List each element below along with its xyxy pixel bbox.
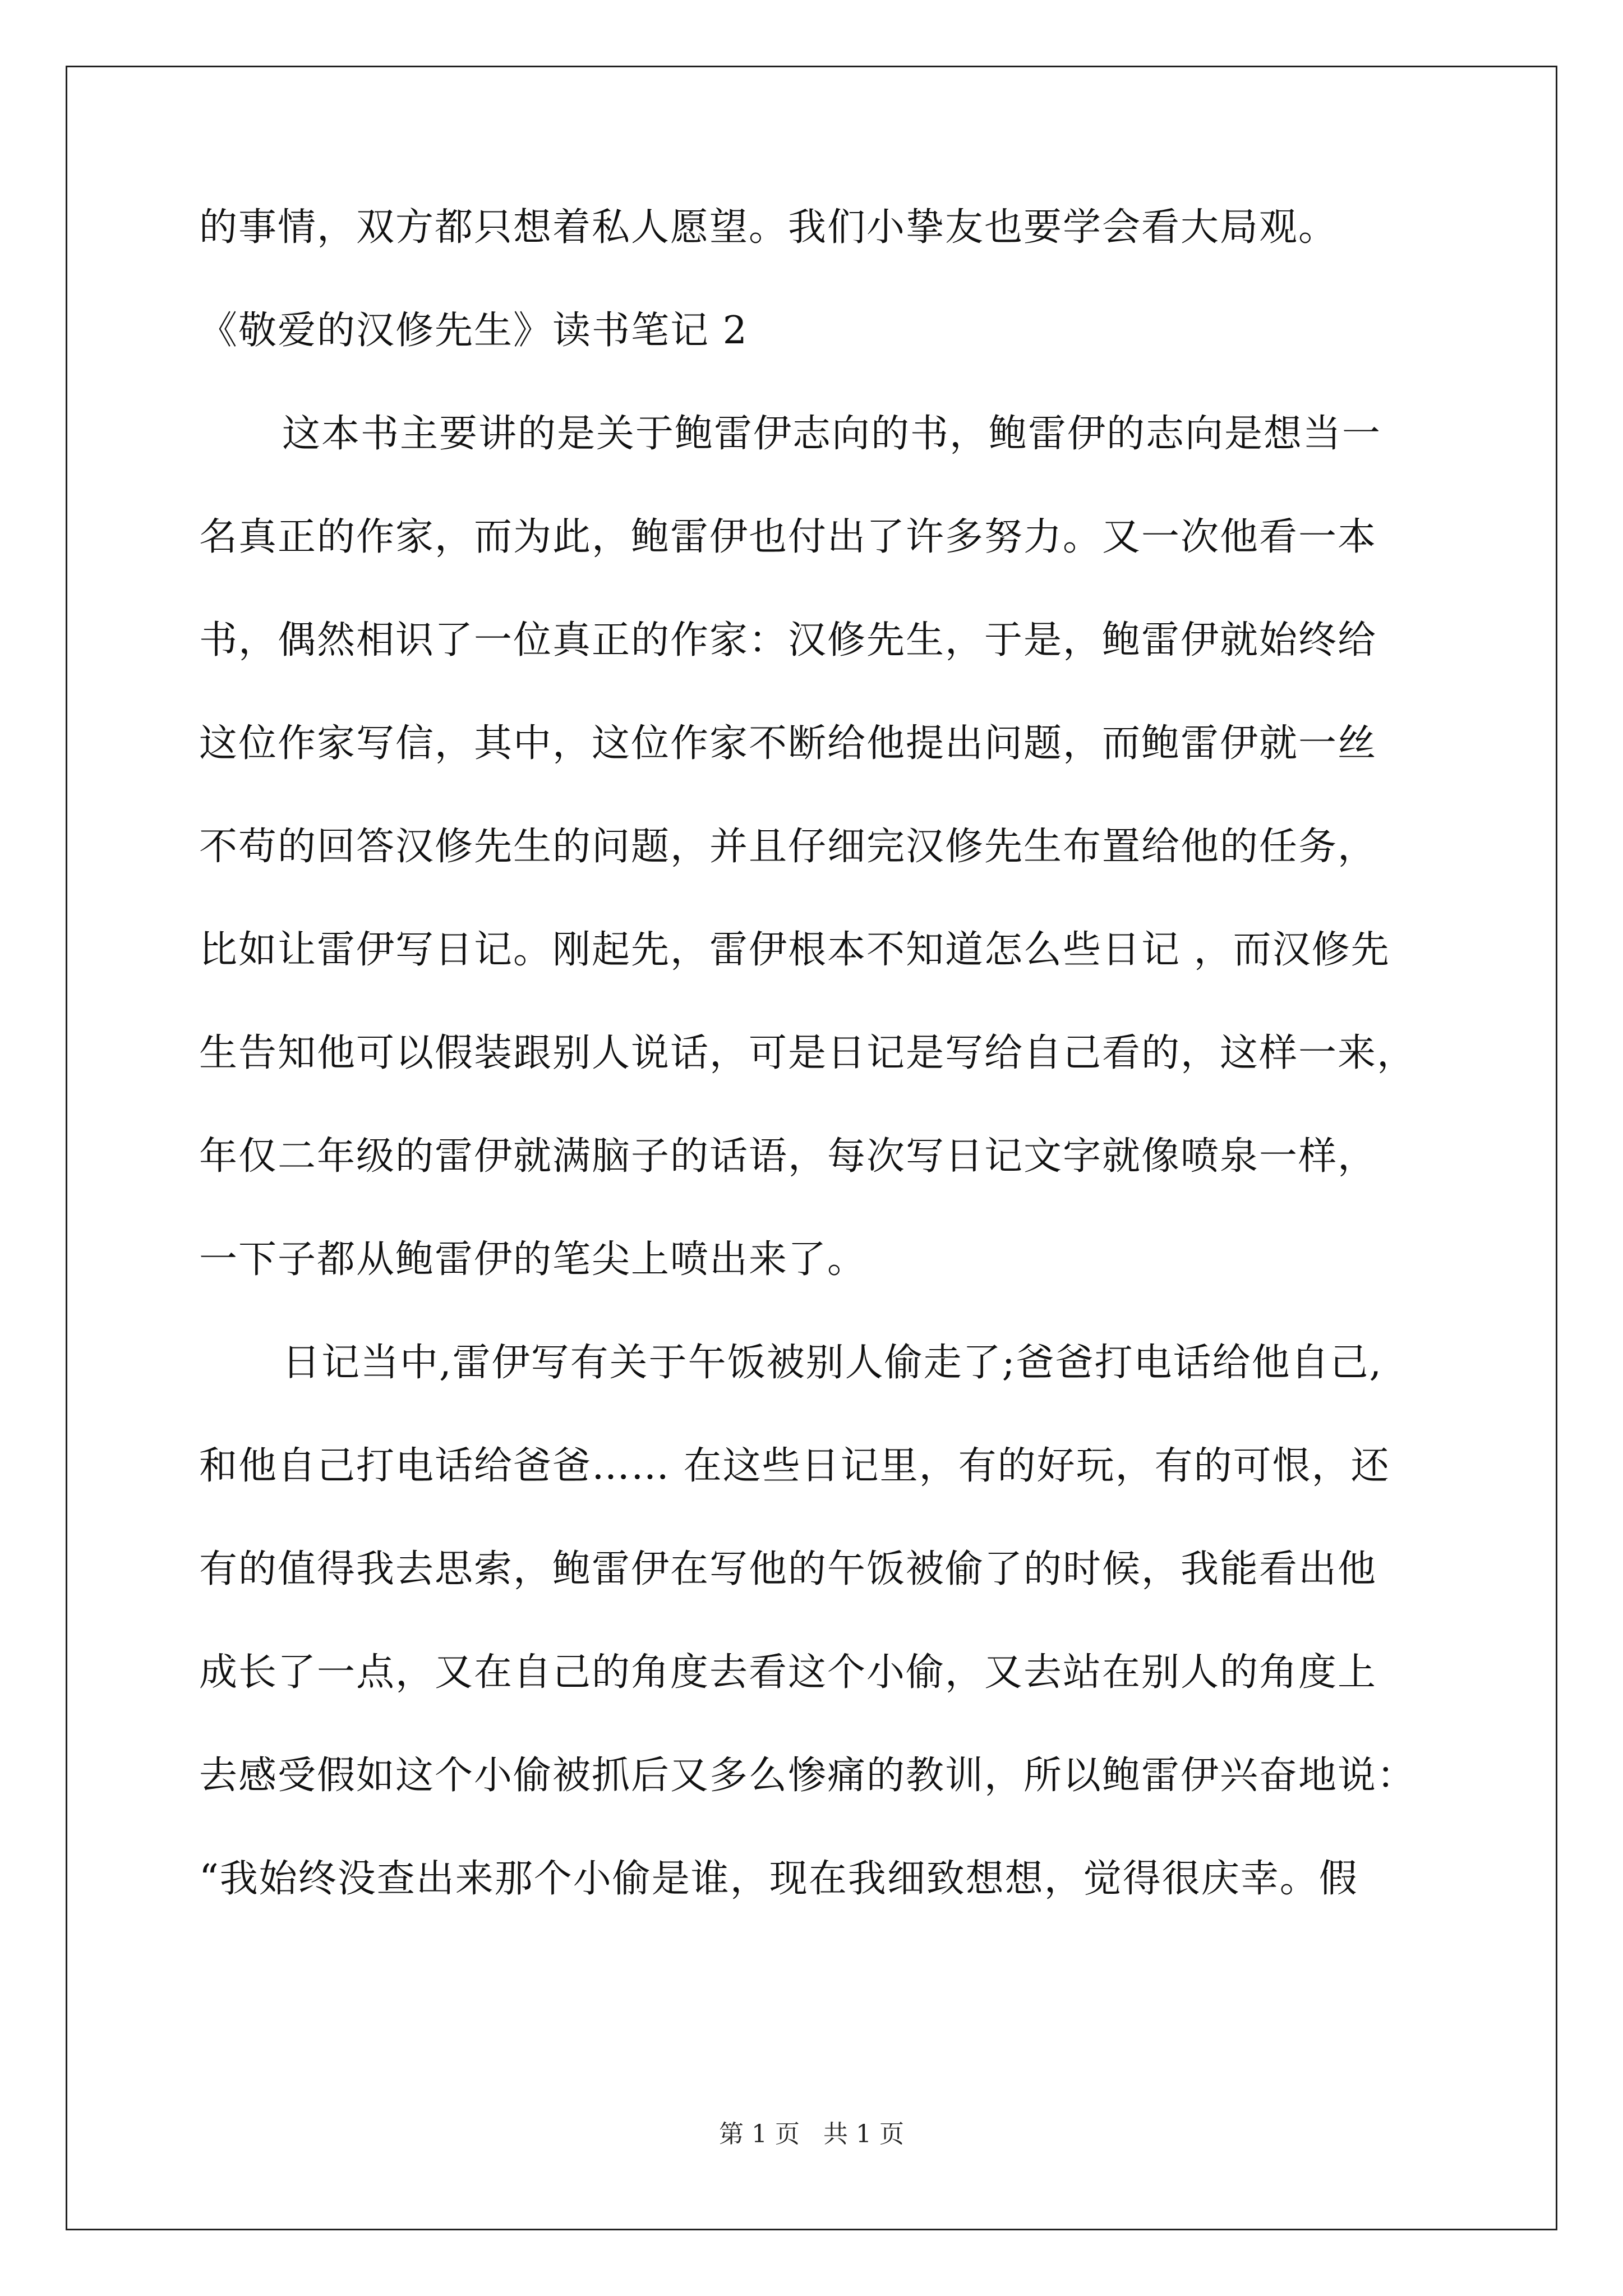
text-line: 和他自己打电话给爸爸…… 在这些日记里，有的好玩，有的可恨，还 bbox=[199, 1444, 1390, 1488]
text-line: 有的值得我去思索，鲍雷伊在写他的午饭被偷了的时候，我能看出他 bbox=[199, 1547, 1377, 1591]
text-line: 书，偶然相识了一位真正的作家：汉修先生，于是，鲍雷伊就始终给 bbox=[199, 618, 1377, 662]
text-line: 比如让雷伊写日记。刚起先，雷伊根本不知道怎么些日记 ，而汉修先 bbox=[199, 928, 1390, 972]
text-line: 这位作家写信，其中，这位作家不断给他提出问题，而鲍雷伊就一丝 bbox=[199, 721, 1377, 766]
text-line: 的事情，双方都只想着私人愿望。我们小挚友也要学会看大局观。 bbox=[199, 205, 1338, 250]
document-body bbox=[199, 202, 1438, 1957]
text-line: 不苟的回答汉修先生的问题，并且仔细完汉修先生布置给他的任务， bbox=[199, 825, 1377, 869]
text-line: “我始终没查出来那个小偷是谁，现在我细致想想，觉得很庆幸。假 bbox=[199, 1857, 1358, 1901]
text-line: 成长了一点，又在自己的角度去看这个小偷，又去站在别人的角度上 bbox=[199, 1650, 1377, 1695]
text-line: 一下子都从鲍雷伊的笔尖上喷出来了。 bbox=[199, 1237, 867, 1282]
total-pages: 共 1 页 bbox=[823, 2120, 904, 2148]
text-line: 年仅二年级的雷伊就满脑子的话语，每次写日记文字就像喷泉一样， bbox=[199, 1134, 1377, 1179]
text-line: 这本书主要讲的是关于鲍雷伊志向的书，鲍雷伊的志向是想当一 bbox=[282, 412, 1382, 456]
text-line: 去感受假如这个小偷被抓后又多么惨痛的教训，所以鲍雷伊兴奋地说： bbox=[199, 1754, 1417, 1798]
text-line: 名真正的作家，而为此，鲍雷伊也付出了许多努力。又一次他看一本 bbox=[199, 515, 1377, 559]
text-line: 日记当中,雷伊写有关于午饭被别人偷走了;爸爸打电话给他自己, bbox=[282, 1341, 1383, 1385]
section-heading: 《敬爱的汉修先生》读书笔记 2 bbox=[199, 309, 748, 353]
page-number: 第 1 页 bbox=[719, 2120, 800, 2148]
text-line: 生告知他可以假装跟别人说话，可是日记是写给自己看的，这样一来， bbox=[199, 1031, 1417, 1075]
page-footer bbox=[0, 2119, 1623, 2150]
